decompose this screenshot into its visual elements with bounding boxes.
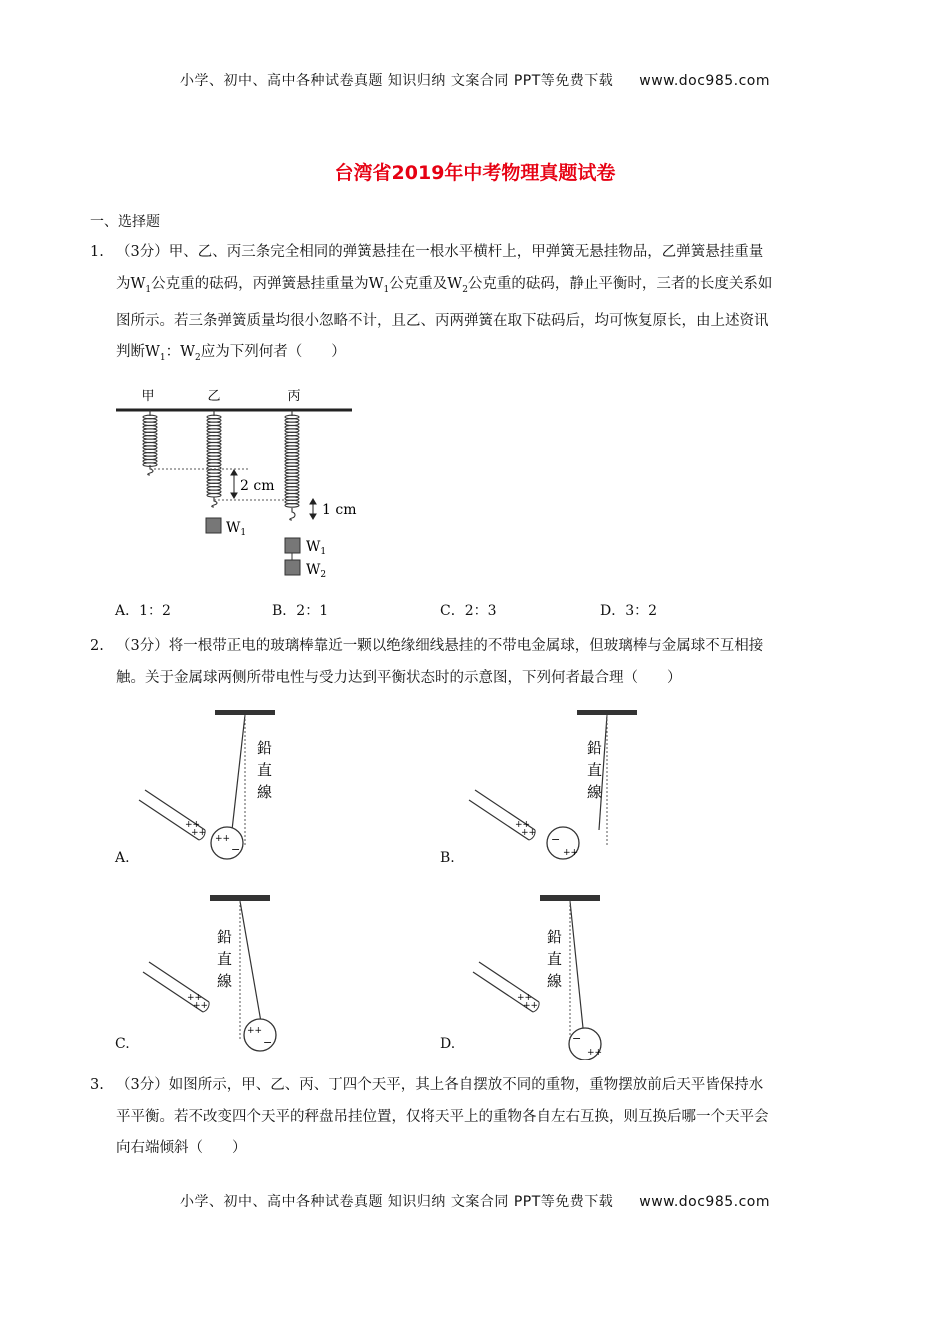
- weight-w1-bing: [285, 538, 300, 553]
- question-number: 2.: [90, 638, 104, 654]
- label-bing: 丙: [287, 389, 301, 404]
- figure-2a[interactable]: [135, 705, 315, 865]
- spring-jia: [143, 410, 157, 475]
- svg-text:線: 線: [587, 783, 603, 801]
- svg-text:線: 線: [257, 783, 273, 801]
- q2-line1: （3分）将一根带正电的玻璃棒靠近一颗以绝缘细线悬挂的不带电金属球，但玻璃棒与金属球不互相接: [116, 638, 764, 654]
- w2-label-bing: $W_2$: [306, 562, 327, 580]
- weight-w1-yi: [206, 518, 221, 533]
- svg-text:++: ++: [215, 834, 231, 844]
- page-title: 台湾省2019年中考物理真题试卷: [334, 162, 616, 184]
- question-1: [90, 237, 868, 375]
- spring-figure: [110, 385, 370, 585]
- svg-text:++: ++: [521, 828, 537, 838]
- q2-option-d[interactable]: D.: [440, 1036, 456, 1052]
- spring-yi: [207, 410, 221, 507]
- svg-text:線: 線: [547, 972, 563, 990]
- q2-option-b[interactable]: B.: [440, 850, 455, 866]
- figure-2c[interactable]: [135, 890, 315, 1060]
- weight-w2-bing: [285, 560, 300, 575]
- q3-line2: 平平衡。若不改变四个天平的秤盘吊挂位置，仅将天平上的重物各自左右互换，则互换后哪一个天平会: [116, 1108, 769, 1125]
- svg-text:−: −: [551, 833, 561, 846]
- q1-line2: 为$W_1$公克重的砝码，丙弹簧悬挂重量为$W_1$公克重及$W_2$公克重的砝码，静止平衡时，三者的长度关系如: [116, 275, 773, 295]
- footer-site[interactable]: www.doc985.com: [639, 1194, 771, 1210]
- svg-text:++: ++: [247, 1026, 263, 1036]
- svg-text:直: 直: [547, 950, 563, 968]
- svg-text:−: −: [263, 1036, 273, 1049]
- svg-text:++: ++: [187, 993, 203, 1003]
- q1-line4: 判断$W_1$：$W_2$应为下列何者（ ）: [116, 344, 346, 364]
- option-b[interactable]: B．2：1: [272, 603, 329, 619]
- svg-text:++: ++: [517, 993, 533, 1003]
- q3-line3: 向右端倾斜（ ）: [116, 1140, 247, 1156]
- question-3: [90, 1070, 868, 1165]
- question-number: 3.: [90, 1077, 104, 1093]
- svg-text:鉛: 鉛: [547, 928, 563, 946]
- figure-2b[interactable]: [465, 705, 645, 865]
- q3-line1: （3分）如图所示，甲、乙、丙、丁四个天平，其上各自摆放不同的重物，重物摆放前后天平皆保持水: [116, 1077, 764, 1093]
- question-2: [90, 631, 868, 694]
- svg-text:鉛: 鉛: [587, 739, 603, 757]
- svg-text:線: 線: [217, 972, 233, 990]
- question-number: 1.: [90, 244, 104, 260]
- figure-2d[interactable]: [465, 890, 645, 1060]
- q2-line2: 触。关于金属球两侧所带电性与受力达到平衡状态时的示意图，下列何者最合理（ ）: [116, 669, 682, 686]
- q1-line3: 图所示。若三条弹簧质量均很小忽略不计，且乙、丙两弹簧在取下砝码后，均可恢复原长，由上述资讯: [116, 312, 769, 329]
- svg-text:直: 直: [217, 950, 233, 968]
- label-jia: 甲: [141, 389, 155, 404]
- footer-text: 小学、初中、高中各种试卷真题 知识归纳 文案合同 PPT等免费下载: [179, 1194, 614, 1210]
- svg-text:++: ++: [563, 848, 579, 858]
- svg-text:++: ++: [193, 1001, 209, 1011]
- svg-text:++: ++: [515, 820, 531, 830]
- svg-text:鉛: 鉛: [217, 928, 233, 946]
- dim-label-2cm: 2 cm: [240, 478, 275, 494]
- dim-arrow-1: [231, 470, 237, 498]
- section-heading: 一、选择题: [90, 214, 160, 230]
- header-site[interactable]: www.doc985.com: [639, 73, 771, 89]
- option-d[interactable]: D．3：2: [600, 603, 658, 619]
- header-text: 小学、初中、高中各种试卷真题 知识归纳 文案合同 PPT等免费下载: [179, 73, 614, 89]
- svg-text:鉛: 鉛: [257, 739, 273, 757]
- label-yi: 乙: [207, 389, 221, 404]
- svg-text:++: ++: [523, 1001, 539, 1011]
- svg-text:++: ++: [587, 1048, 603, 1058]
- option-c[interactable]: C．2：3: [440, 603, 497, 619]
- dim-label-1cm: 1 cm: [322, 502, 357, 518]
- option-a[interactable]: A．1：2: [115, 603, 171, 619]
- q2-option-a[interactable]: A.: [115, 850, 130, 866]
- dim-arrow-2: [310, 499, 316, 519]
- q1-line1: （3分）甲、乙、丙三条完全相同的弹簧悬挂在一根水平横杆上，甲弹簧无悬挂物品，乙弹簧悬挂重量: [116, 244, 764, 260]
- svg-text:直: 直: [587, 761, 603, 779]
- svg-text:++: ++: [191, 828, 207, 838]
- q2-option-c[interactable]: C.: [115, 1036, 130, 1052]
- svg-text:−: −: [231, 843, 241, 856]
- page-footer: [0, 1191, 950, 1211]
- w1-label-yi: $W_1$: [226, 520, 247, 538]
- svg-text:++: ++: [185, 820, 201, 830]
- spring-labels: [141, 389, 300, 404]
- w1-label-bing: $W_1$: [306, 539, 327, 557]
- page-header: [0, 70, 950, 90]
- svg-text:−: −: [572, 1032, 582, 1045]
- svg-text:直: 直: [257, 761, 273, 779]
- spring-bing: [285, 410, 299, 520]
